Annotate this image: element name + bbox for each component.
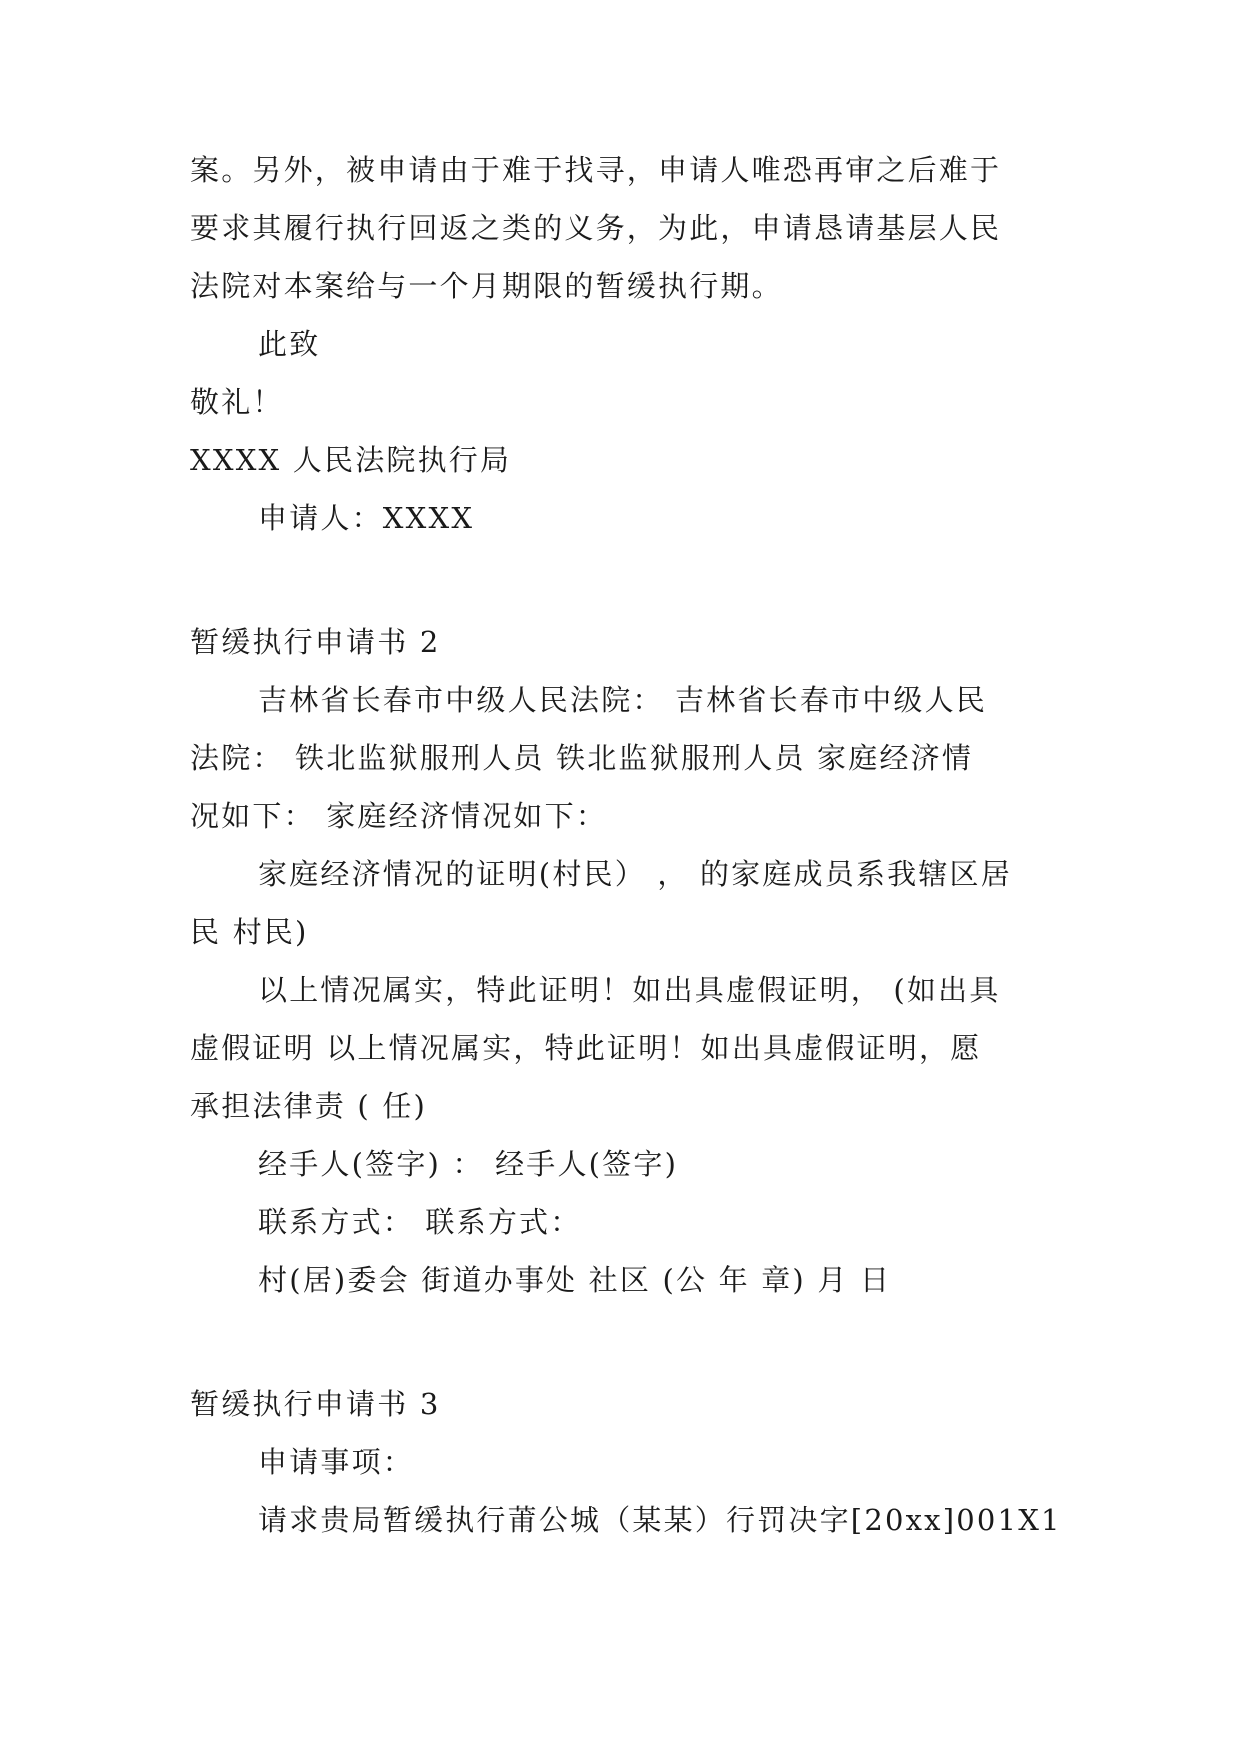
body-text-line: 请求贵局暂缓执行莆公城（某某）行罚决字[20xx]001X1: [258, 1503, 1062, 1537]
handler-signature-line: 经手人(签字) ： 经手人(签字): [258, 1147, 679, 1181]
body-text-line: 况如下： 家庭经济情况如下：: [190, 799, 608, 833]
body-text-line: 法院对本案给与一个月期限的暂缓执行期。: [190, 269, 783, 303]
applicant-signature: 申请人：XXXX: [258, 501, 475, 535]
body-text-line: 吉林省长春市中级人民法院： 吉林省长春市中级人民: [258, 683, 988, 717]
body-text-line: 法院： 铁北监狱服刑人员 铁北监狱服刑人员 家庭经济情: [190, 741, 974, 775]
body-text-line: 要求其履行执行回返之类的义务，为此，申请恳请基层人民: [190, 211, 1002, 245]
body-text-line: 虚假证明 以上情况属实，特此证明！如出具虚假证明，愿: [190, 1031, 982, 1065]
body-text-line: 申请事项：: [258, 1445, 415, 1479]
body-text-line: 民 村民): [190, 915, 309, 949]
body-text-line: 以上情况属实，特此证明！如出具虚假证明， (如出具: [258, 973, 1001, 1007]
body-text-line: 案。另外，被申请由于难于找寻，申请人唯恐再审之后难于: [190, 153, 1002, 187]
body-text-line: 承担法律责 ( 任): [190, 1089, 428, 1123]
contact-line: 联系方式： 联系方式：: [258, 1205, 582, 1239]
body-text-line: 家庭经济情况的证明(村民） ， 的家庭成员系我辖区居: [258, 857, 1012, 891]
seal-date-line: 村(居)委会 街道办事处 社区 (公 年 章) 月 日: [258, 1263, 892, 1297]
section-title: 暂缓执行申请书 3: [190, 1387, 441, 1421]
addressee: XXXX 人民法院执行局: [190, 443, 512, 477]
respect-closing: 敬礼！: [190, 385, 284, 419]
section-title: 暂缓执行申请书 2: [190, 625, 441, 659]
salutation: 此致: [258, 327, 321, 361]
